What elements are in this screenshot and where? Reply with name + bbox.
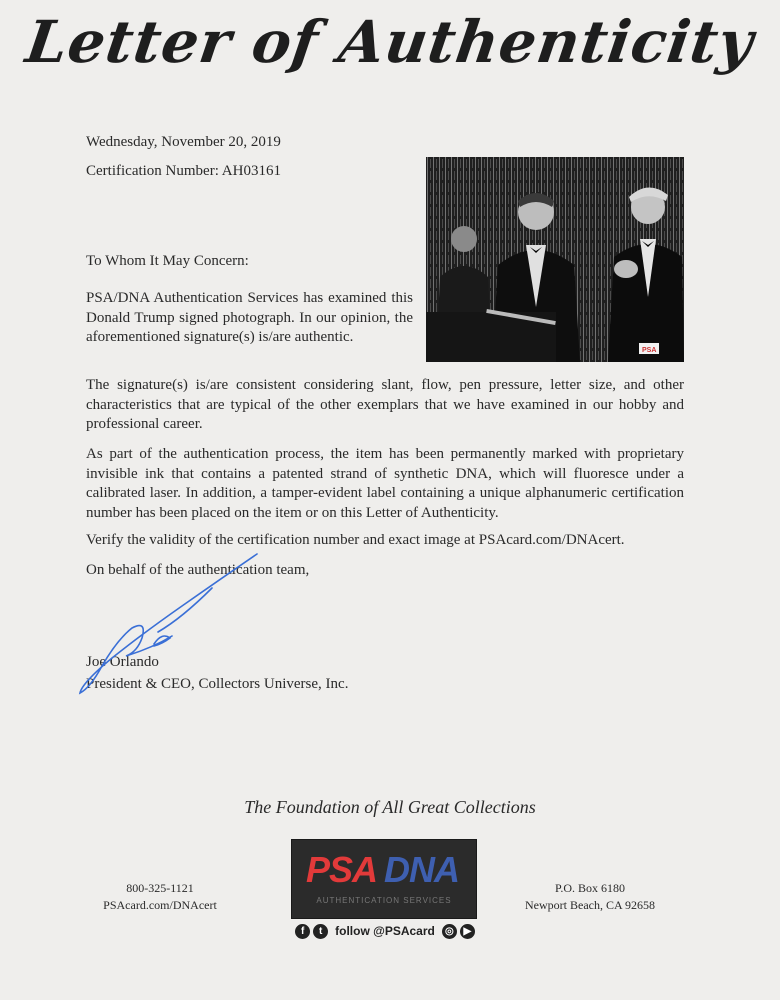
- paragraph-verify: Verify the validity of the certification number and exact image at PSAcard.com/DNAcert.: [86, 532, 625, 548]
- footer-address: [510, 880, 670, 914]
- footer-contact: [90, 880, 230, 914]
- logo-psa-text: PSA: [306, 849, 378, 890]
- social-handle[interactable]: follow @PSAcard: [335, 924, 435, 938]
- signed-photograph: [426, 157, 684, 362]
- footer-phone: 800-325-1121: [126, 881, 194, 895]
- photo-image: [426, 157, 684, 362]
- paragraph-examination: PSA/DNA Authentication Services has examined this Donald Trump signed photograph. In our opinion, the aforementioned signature(s) is/are authentic.: [86, 290, 413, 345]
- social-row: [290, 922, 480, 940]
- letter-title: Letter of Authenticity: [21, 8, 759, 76]
- youtube-icon[interactable]: ▶: [460, 924, 475, 939]
- photo-sticker: PSA: [642, 347, 657, 354]
- psa-dna-logo: [291, 839, 477, 919]
- footer-po-box: P.O. Box 6180: [554, 881, 625, 895]
- twitter-icon[interactable]: t: [313, 924, 328, 939]
- signer-name: Joe Orlando: [86, 654, 159, 670]
- footer-city: Newport Beach, CA 92658: [525, 898, 655, 912]
- footer-tagline: The Foundation of All Great Collections: [244, 797, 536, 817]
- paragraph-consistency: The signature(s) is/are consistent considering slant, flow, pen pressure, letter size, and other characteristics that are typical of the other exemplars that we have examined in our hobby and professional career.: [86, 377, 684, 432]
- footer-website: PSAcard.com/DNAcert: [103, 898, 217, 912]
- instagram-icon[interactable]: ◎: [442, 924, 457, 939]
- certification-number: Certification Number: AH03161: [86, 163, 281, 179]
- handwritten-signature: [62, 548, 262, 703]
- letter-date: Wednesday, November 20, 2019: [86, 134, 281, 150]
- logo-dna-text: DNA: [384, 849, 459, 890]
- paragraph-dna-process: As part of the authentication process, the item has been permanently marked with proprietary invisible ink that contains a patented strand of synthetic DNA, which will fluoresce under a calibrated laser. In addition, a tamper-evident label containing a unique alphanumeric certification number has been placed on the item or on this Letter of Authenticity.: [86, 446, 684, 521]
- closing-line: On behalf of the authentication team,: [86, 562, 310, 578]
- logo-subtitle: AUTHENTICATION SERVICES: [316, 896, 452, 905]
- greeting: To Whom It May Concern:: [86, 253, 249, 269]
- signer-title: President & CEO, Collectors Universe, Inc.: [86, 676, 349, 692]
- facebook-icon[interactable]: f: [295, 924, 310, 939]
